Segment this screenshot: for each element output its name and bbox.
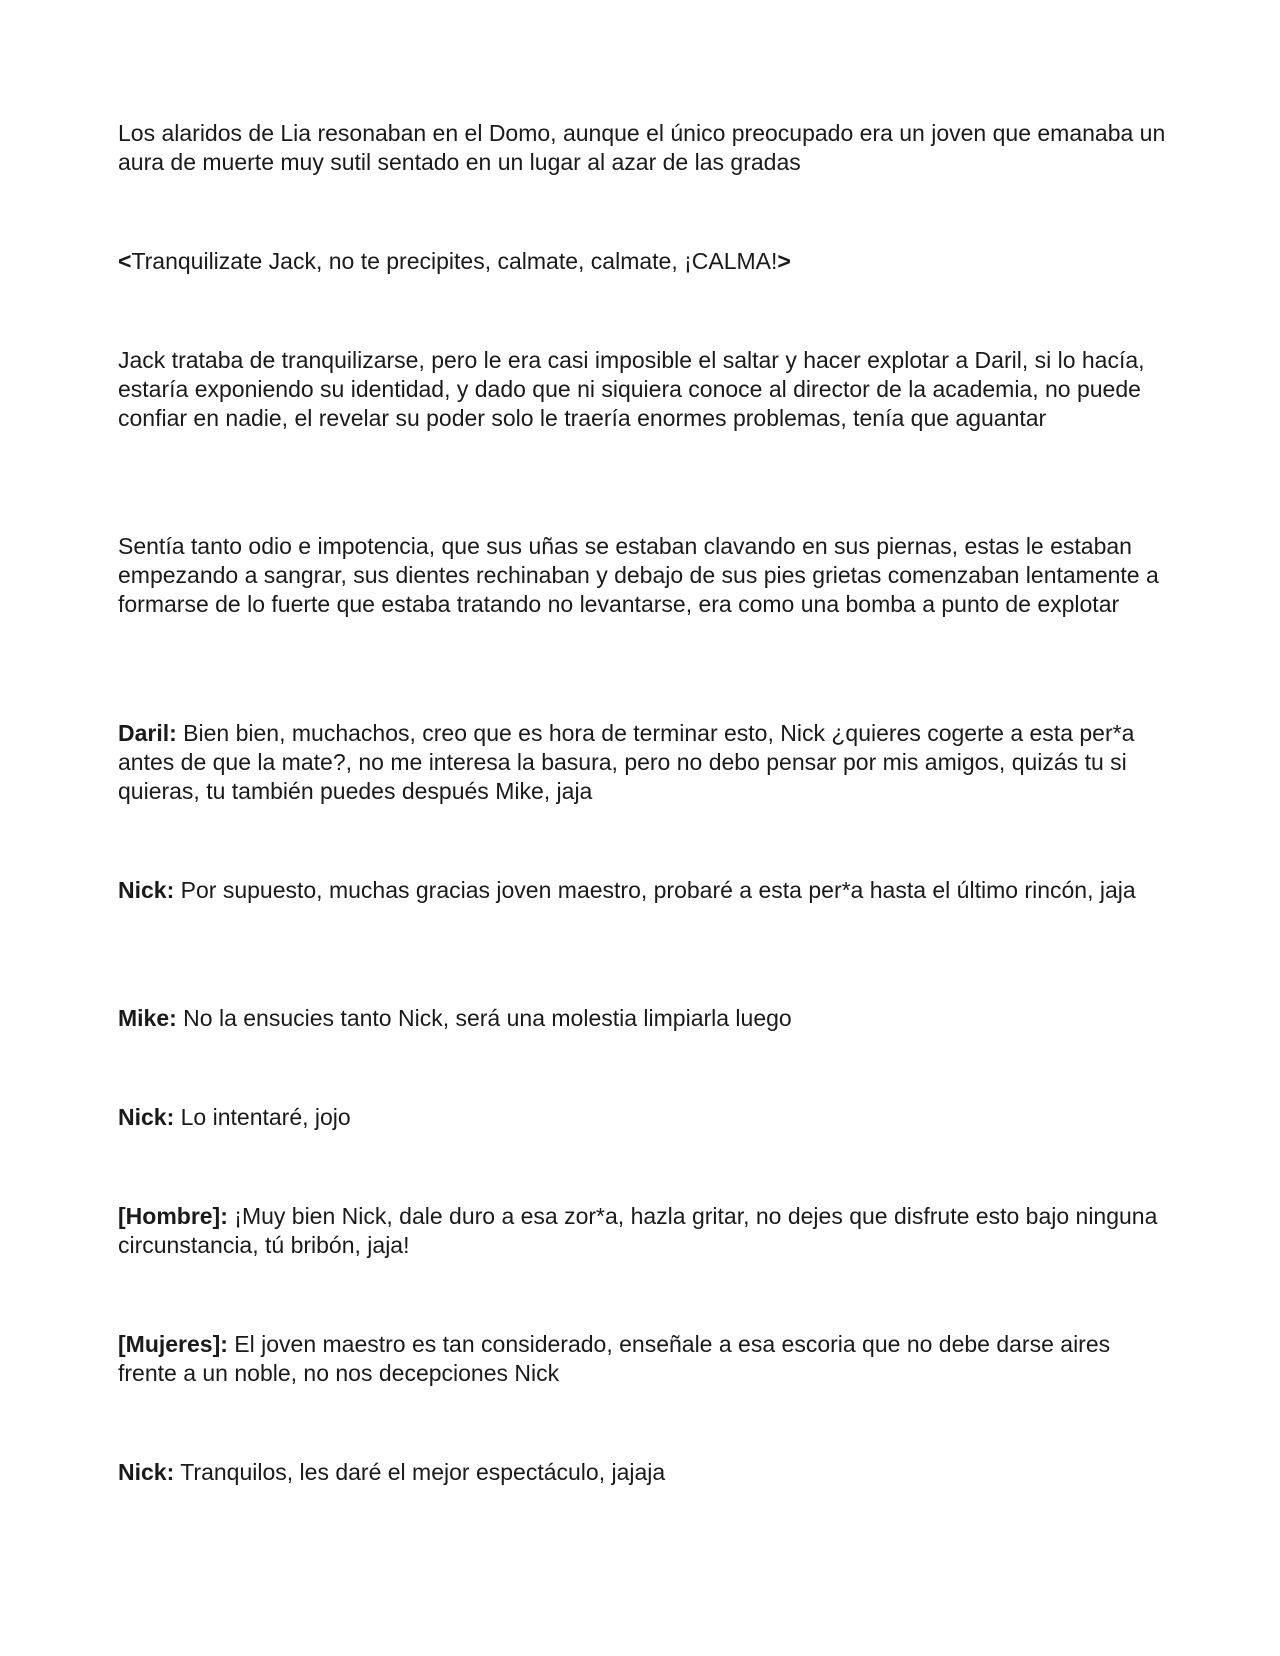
- dialogue-line: [118, 719, 1168, 806]
- speaker-name: Daril:: [118, 720, 177, 746]
- thought-open-bracket: <: [118, 248, 132, 274]
- speaker-name: [Hombre]:: [118, 1203, 228, 1229]
- thought-text: Tranquilizate Jack, no te precipites, calmate, calmate, ¡CALMA!: [131, 248, 778, 274]
- dialogue-text: El joven maestro es tan considerado, enseñale a esa escoria que no debe darse aires frente a un noble, no nos decepciones Nick: [118, 1331, 1111, 1386]
- narration-paragraph: Sentía tanto odio e impotencia, que sus uñas se estaban clavando en sus piernas, estas le estaban empezando a sangrar, sus dientes rechinaban y debajo de sus pies grietas comenzaban lentamente a formarse de lo fuerte que estaba tratando no levantarse, era como una bomba a punto de explotar: [118, 533, 1159, 617]
- dialogue-line: [118, 876, 1168, 905]
- speaker-name: Nick:: [118, 1459, 175, 1485]
- dialogue-text: No la ensucies tanto Nick, será una molestia limpiarla luego: [176, 1005, 792, 1031]
- narration-paragraph: Jack trataba de tranquilizarse, pero le era casi imposible el saltar y hacer explotar a Daril, si lo hacía, estaría exponiendo su identidad, y dado que ni siquiera conoce al director de la academia, no puede confiar en nadie, el revelar su poder solo le traería enormes problemas, tenía que aguantar: [118, 347, 1145, 431]
- dialogue-text: Lo intentaré, jojo: [174, 1104, 351, 1130]
- speaker-name: Mike:: [118, 1005, 177, 1031]
- dialogue-line: [118, 1103, 1168, 1132]
- dialogue-line: [118, 1330, 1168, 1388]
- dialogue-text: Por supuesto, muchas gracias joven maestro, probaré a esta per*a hasta el último rincón, jaja: [174, 877, 1136, 903]
- narration-paragraph: Los alaridos de Lia resonaban en el Domo, aunque el único preocupado era un joven que emanaba un aura de muerte muy sutil sentado en un lugar al azar de las gradas: [118, 120, 1166, 175]
- dialogue-line: [118, 1004, 1168, 1033]
- dialogue-line: [118, 1202, 1168, 1260]
- dialogue-text: Bien bien, muchachos, creo que es hora de terminar esto, Nick ¿quieres cogerte a esta per*a antes de que la mate?, no me interesa la basura, pero no debo pensar por mis amigos, quizás tu si quieras, tu también puedes después Mike, jaja: [118, 720, 1135, 804]
- inner-thought-line: [118, 247, 1168, 276]
- speaker-name: [Mujeres]:: [118, 1331, 228, 1357]
- speaker-name: Nick:: [118, 877, 175, 903]
- dialogue-text: Tranquilos, les daré el mejor espectáculo, jajaja: [174, 1459, 666, 1485]
- thought-close-bracket: >: [777, 248, 791, 274]
- speaker-name: Nick:: [118, 1104, 175, 1130]
- dialogue-line: [118, 1458, 1168, 1487]
- dialogue-text: ¡Muy bien Nick, dale duro a esa zor*a, hazla gritar, no dejes que disfrute esto bajo ninguna circunstancia, tú bribón, jaja!: [118, 1203, 1158, 1258]
